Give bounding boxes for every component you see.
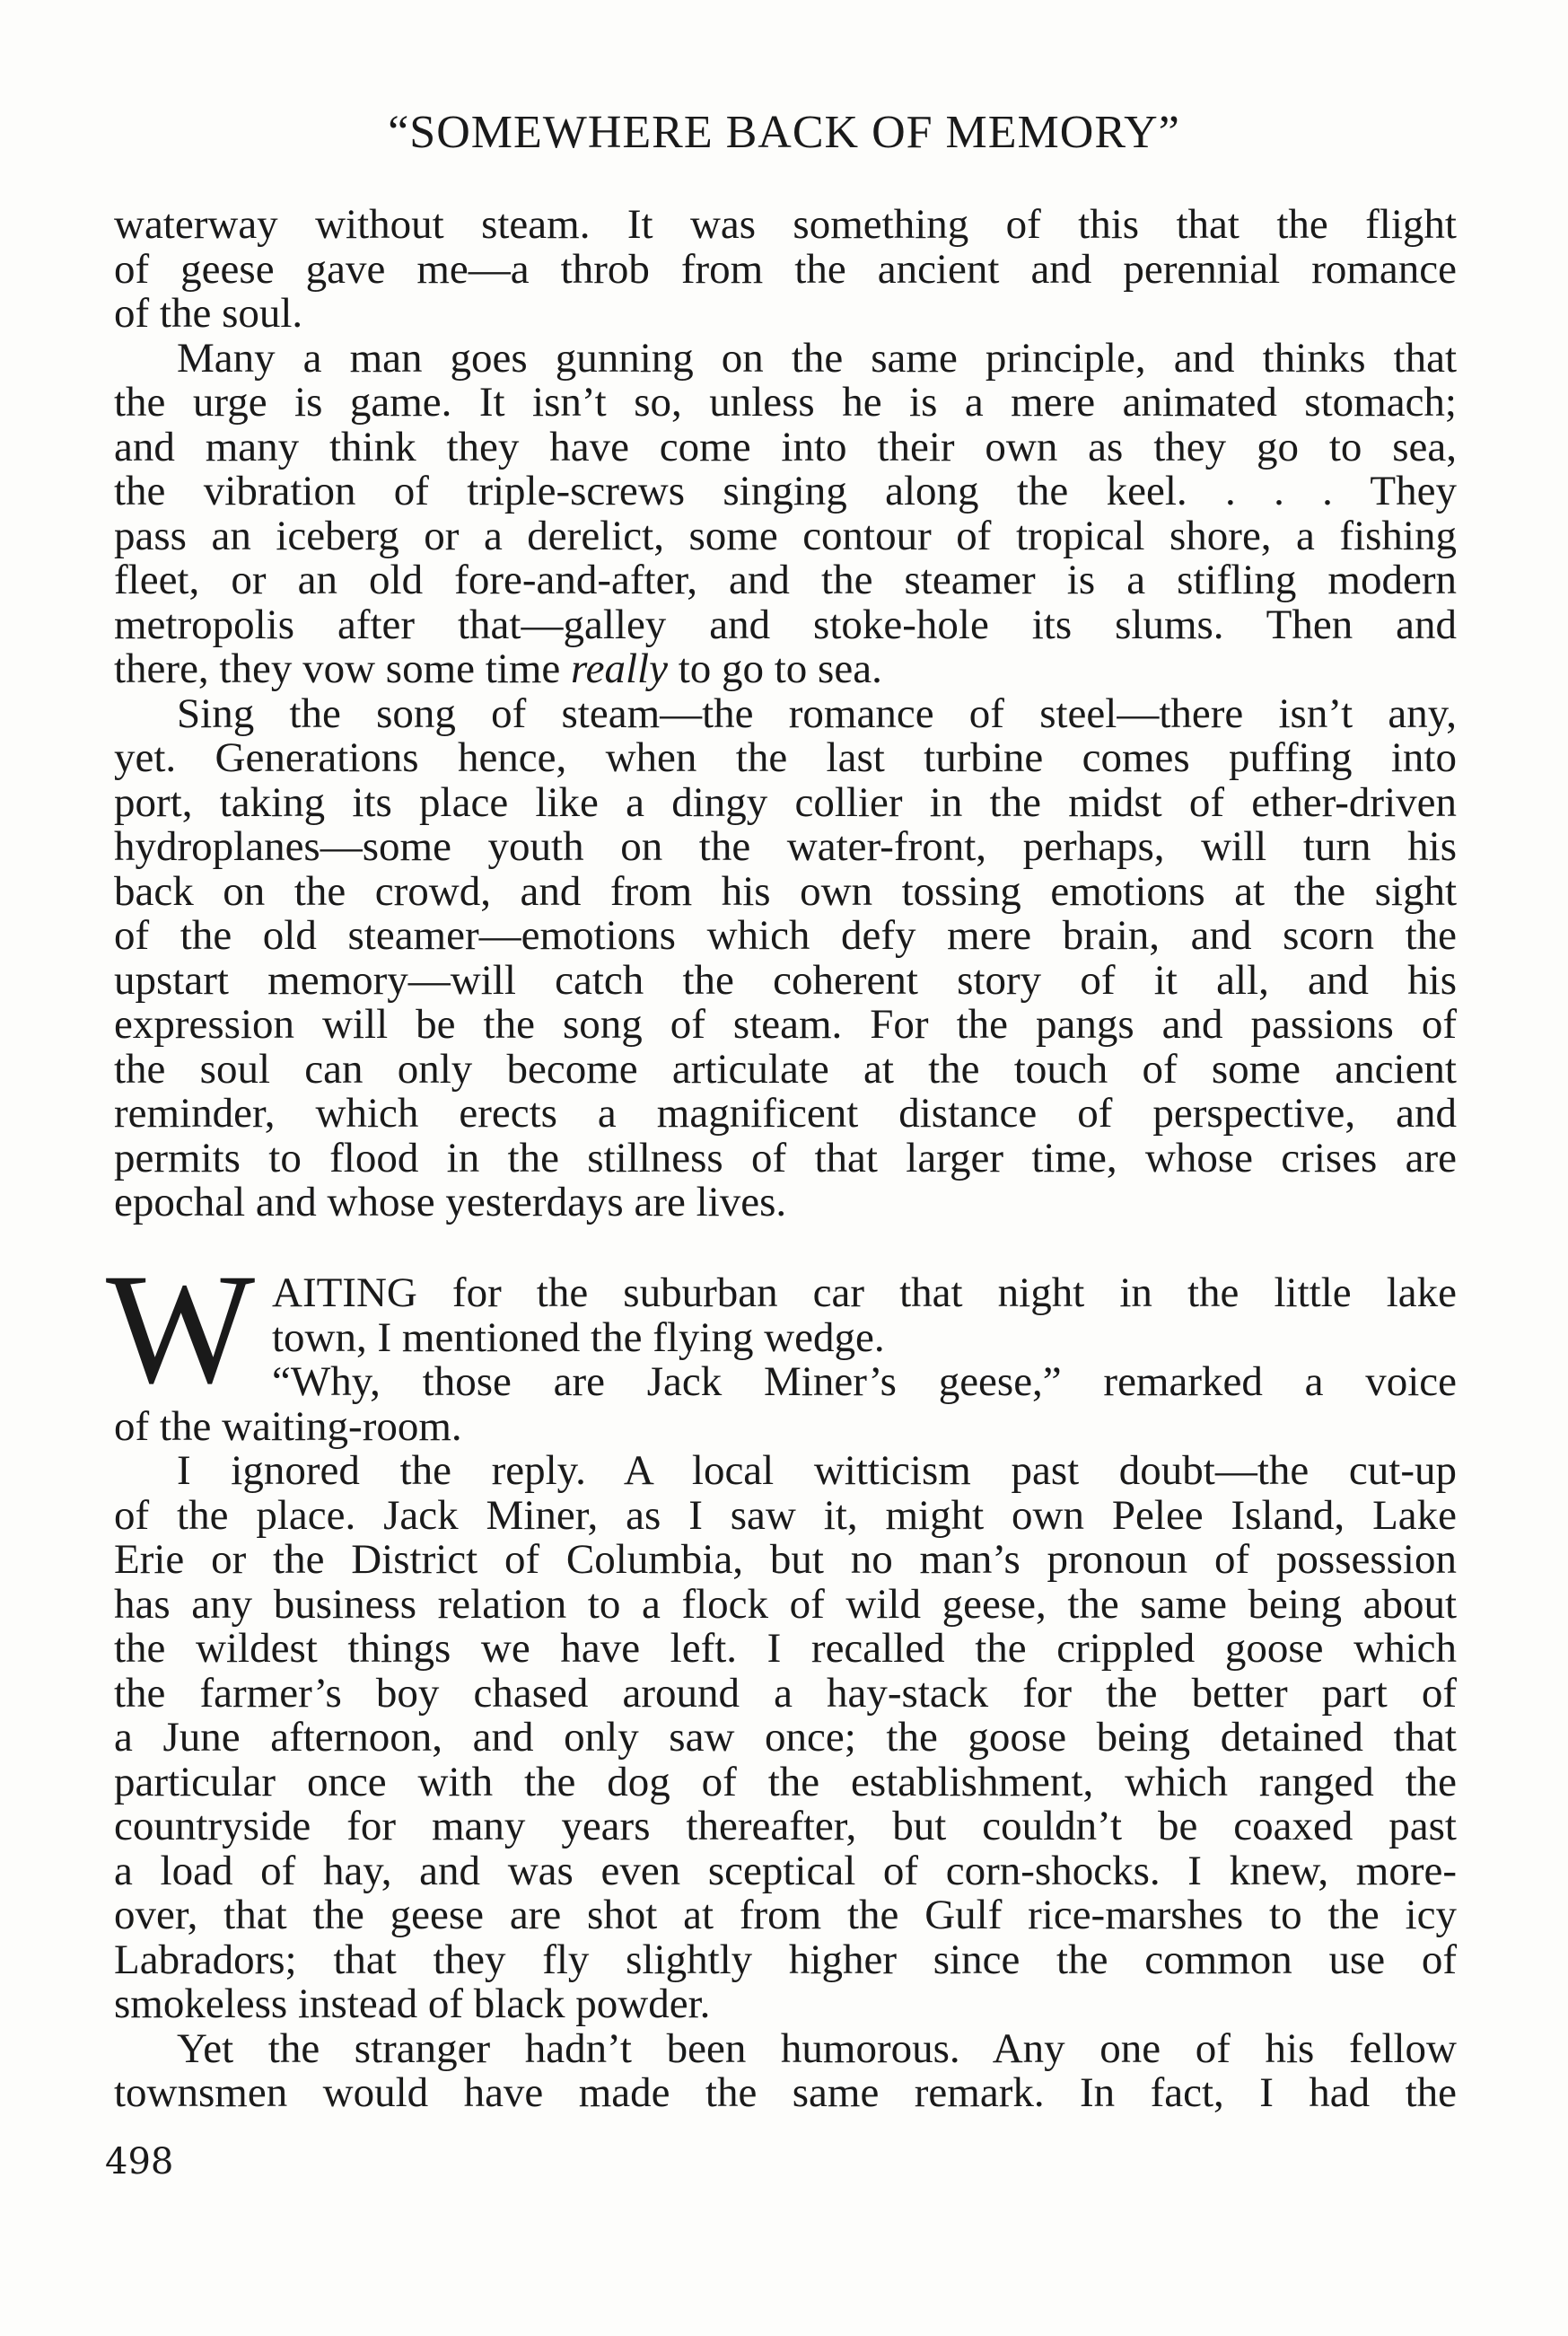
text-line: hydroplanes—some youth on the water-front, perhaps, will turn his (114, 823, 1457, 870)
text-line: the wildest things we have left. I recalled the crippled goose which (114, 1625, 1457, 1672)
text-line: Erie or the District of Columbia, but no man’s pronoun of possession (114, 1536, 1457, 1583)
text-line: back on the crowd, and from his own tossing emotions at the sight (114, 867, 1457, 915)
text-block-second (114, 1271, 1457, 2116)
running-head: “SOMEWHERE BACK OF MEMORY” (388, 107, 1180, 158)
text-line: port, taking its place like a dingy collier in the midst of ether-driven (114, 778, 1457, 826)
text-line: expression will be the song of steam. For the pangs and passions of (114, 1001, 1457, 1048)
text-block-first (114, 203, 1457, 1225)
text-line: fleet, or an old fore-and-after, and the steamer is a stifling modern (114, 557, 1457, 603)
text-line: the vibration of triple-screws singing along the keel. . . . They (114, 468, 1457, 514)
text-line: I ignored the reply. A local witticism past doubt—the cut-up (177, 1447, 1457, 1494)
text-line: particular once with the dog of the establishment, which ranged the (114, 1758, 1457, 1805)
drop-cap: W (106, 1242, 256, 1417)
text-line: reminder, which erects a magnificent distance of perspective, and (114, 1090, 1457, 1137)
text-line: metropolis after that—galley and stoke-hole its slums. Then and (114, 601, 1457, 648)
text-line: smokeless instead of black powder. (114, 1980, 711, 2027)
text-line: the soul can only become articulate at the touch of some ancient (114, 1045, 1457, 1093)
text-line: townsmen would have made the same remark. In fact, I had the (114, 2069, 1457, 2116)
emphasis-word: really (571, 645, 668, 692)
text-line: town, I mentioned the flying wedge. (272, 1313, 885, 1361)
text-line: of the place. Jack Miner, as I saw it, might own Pelee Island, Lake (114, 1491, 1457, 1539)
text-line: upstart memory—will catch the coherent story of it all, and his (114, 956, 1457, 1004)
page-number: 498 (105, 2141, 174, 2182)
text-line: countryside for many years thereafter, but couldn’t be coaxed past (114, 1803, 1457, 1849)
text-line: “Why, those are Jack Miner’s geese,” remarked a voice (272, 1358, 1457, 1405)
text-line: a load of hay, and was even sceptical of corn-shocks. I knew, more- (114, 1847, 1457, 1894)
text-line: has any business relation to a flock of wild geese, the same being about (114, 1580, 1457, 1628)
text-line: of the old steamer—emotions which defy mere brain, and scorn the (114, 912, 1457, 959)
text-line: Labradors; that they fly slightly higher since the common use of (114, 1936, 1457, 1983)
text-line: epochal and whose yesterdays are lives. (114, 1179, 787, 1225)
text-line: over, that the geese are shot at from the Gulf rice-marshes to the icy (114, 1892, 1457, 1938)
text-line: of the waiting-room. (114, 1402, 462, 1450)
text-line: there, they vow some time really to go to sea. (114, 645, 882, 692)
text-line: and many think they have come into their own as they go to sea, (114, 423, 1457, 470)
text-line: Many a man goes gunning on the same principle, and thinks that (177, 334, 1457, 382)
text-line: the farmer’s boy chased around a hay-stack for the better part of (114, 1669, 1457, 1717)
text-line: a June afternoon, and only saw once; the goose being detained that (114, 1714, 1457, 1761)
text-line: of the soul. (114, 290, 303, 337)
text-line: AITING for the suburban car that night in the little lake (272, 1269, 1457, 1316)
text-line: Sing the song of steam—the romance of steel—there isn’t any, (177, 689, 1457, 737)
text-line: yet. Generations hence, when the last turbine comes puffing into (114, 734, 1457, 781)
text-line: of geese gave me—a throb from the ancient and perennial romance (114, 245, 1457, 293)
text-line: Yet the stranger hadn’t been humorous. Any one of his fellow (177, 2024, 1457, 2072)
text-line: permits to flood in the stillness of that larger time, whose crises are (114, 1134, 1457, 1181)
text-line: waterway without steam. It was something of this that the flight (114, 201, 1457, 248)
text-line: the urge is game. It isn’t so, unless he is a mere animated stomach; (114, 379, 1457, 426)
text-line: pass an iceberg or a derelict, some contour of tropical shore, a fishing (114, 512, 1457, 559)
